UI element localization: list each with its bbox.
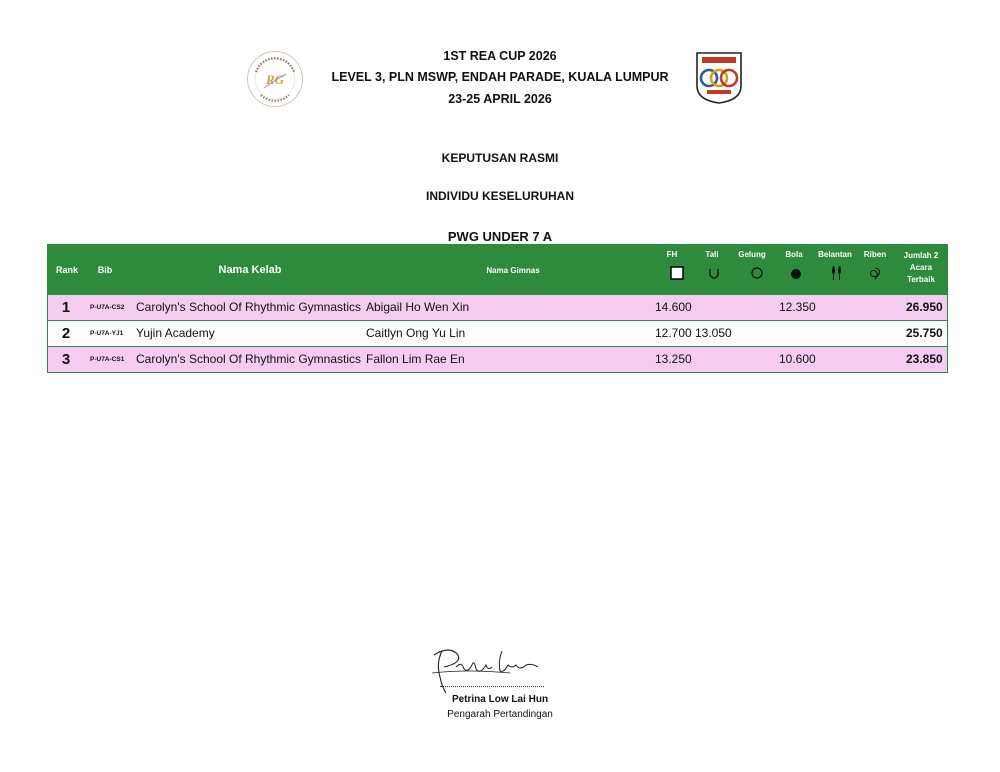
club-cell: Carolyn's School Of Rhythmic Gymnastics: [136, 352, 362, 366]
event-title: 1ST REA CUP 2026: [443, 49, 557, 63]
handwritten-signature: [428, 643, 552, 695]
total-score-cell: 23.850: [906, 352, 943, 366]
table-row: [48, 295, 947, 320]
header-rank: Rank: [55, 265, 78, 275]
event-dates: 23-25 APRIL 2026: [448, 92, 552, 106]
table-header: [48, 245, 947, 294]
header-club: Nama Kelab: [218, 264, 282, 276]
header-hoop: Gelung: [738, 250, 766, 259]
header-total: [898, 250, 944, 286]
table-row: [48, 321, 947, 346]
table-row: [48, 347, 947, 372]
gymnast-cell: Abigail Ho Wen Xin: [366, 300, 470, 314]
club-cell: Yujin Academy: [136, 326, 215, 340]
rank-cell: 2: [61, 325, 71, 342]
ball-icon: [789, 267, 803, 281]
ball-score-cell: 12.350: [779, 300, 816, 314]
header-clubs: Belantan: [818, 250, 852, 259]
ribbon-icon: [868, 266, 883, 281]
svg-text:RG: RG: [265, 72, 285, 87]
group-title: PWG UNDER 7 A: [447, 229, 553, 244]
rope-icon: [707, 267, 721, 281]
signatory-name: Petrina Low Lai Hun: [451, 694, 549, 705]
gymnast-cell: Caitlyn Ong Yu Lin: [366, 326, 466, 340]
rank-cell: 1: [61, 299, 71, 316]
header-bib: Bib: [97, 265, 113, 275]
header-ribbon: Riben: [863, 250, 887, 259]
total-score-cell: 26.950: [906, 300, 943, 314]
bib-cell: P-U7A-CS1: [90, 356, 125, 363]
header-total-line1: Jumlah 2: [903, 251, 939, 260]
official-results-title: KEPUTUSAN RASMI: [441, 151, 559, 165]
fh-score-cell: 14.600: [655, 300, 692, 314]
header-rope: Tali: [705, 250, 719, 259]
signature-line: [440, 686, 544, 687]
header-total-line2: Acara: [909, 263, 933, 272]
clubs-icon: [829, 265, 843, 281]
signatory-role: Pengarah Pertandingan: [447, 709, 553, 720]
header-ball: Bola: [785, 250, 803, 259]
rope-score-cell: 13.050: [695, 326, 732, 340]
ball-score-cell: 10.600: [779, 352, 816, 366]
bib-cell: P-U7A-CS2: [90, 304, 125, 311]
fh-score-cell: 13.250: [655, 352, 692, 366]
club-cell: Carolyn's School Of Rhythmic Gymnastics: [136, 300, 362, 314]
free-hand-square-icon: [670, 266, 684, 280]
event-venue: LEVEL 3, PLN MSWP, ENDAH PARADE, KUALA LUMPUR: [331, 70, 669, 84]
total-score-cell: 25.750: [906, 326, 943, 340]
results-table: [47, 244, 948, 373]
rank-cell: 3: [61, 351, 71, 368]
bib-cell: P-U7A-YJ1: [90, 330, 124, 337]
header-total-line3: Terbaik: [907, 275, 935, 284]
category-title: INDIVIDU KESELURUHAN: [425, 189, 574, 203]
gymnast-cell: Fallon Lim Rae En: [366, 352, 465, 366]
header-fh: FH: [666, 250, 678, 259]
hoop-icon: [750, 266, 764, 280]
header-gymnast: Nama Gimnas: [486, 266, 540, 275]
fh-score-cell: 12.700: [655, 326, 692, 340]
